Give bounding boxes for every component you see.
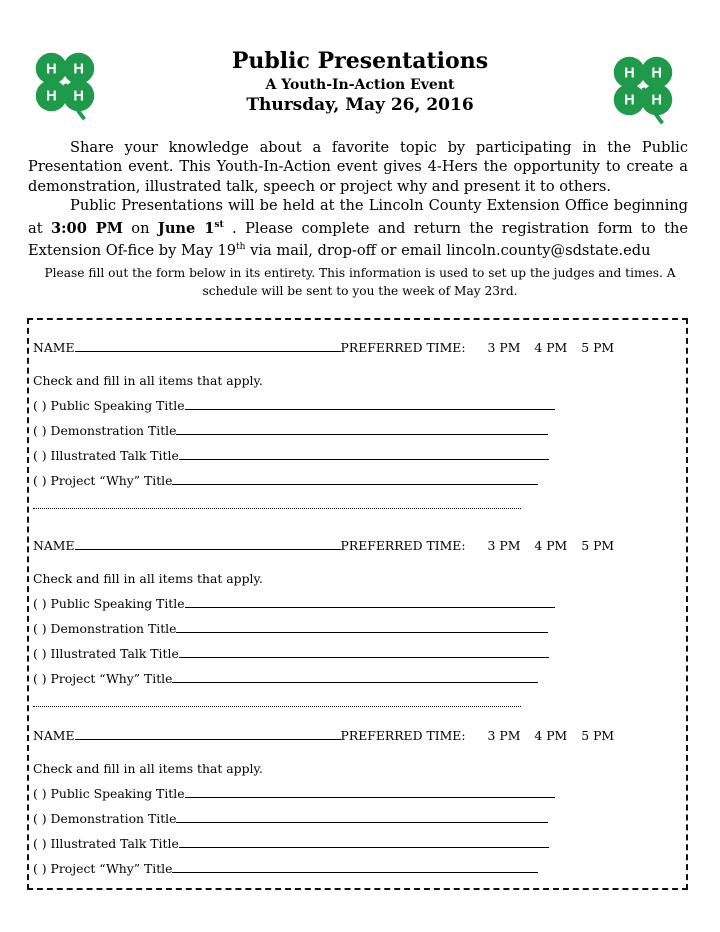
time-option[interactable]: 3 PM (487, 538, 521, 553)
title-field[interactable] (179, 646, 549, 658)
svg-text:H: H (46, 88, 57, 105)
intro-paragraph-1: Share your knowledge about a favorite topic by participating in the Public Presentation event. This Youth-In-Action event gives 4-Hers the opportunity to create a demonstration, illustrated talk, speech or project why and present it to others. (28, 139, 688, 195)
name-row: NAME PREFERRED TIME: 3 PM 4 PM 5 PM (33, 538, 615, 553)
presentation-option[interactable]: ( ) Illustrated Talk Title (33, 448, 549, 463)
title-field[interactable] (179, 836, 549, 848)
name-field[interactable] (75, 728, 341, 740)
title-field[interactable] (176, 621, 548, 633)
preferred-time-label: PREFERRED TIME: (340, 538, 466, 553)
time-option[interactable]: 4 PM (534, 538, 568, 553)
intro-text (28, 138, 688, 260)
presentation-option[interactable]: ( ) Project “Why” Title (33, 671, 538, 686)
time-option[interactable]: 3 PM (487, 728, 521, 743)
registration-form (27, 318, 688, 890)
time-options (466, 340, 615, 355)
preferred-time-label: PREFERRED TIME: (340, 728, 466, 743)
presentation-option[interactable]: ( ) Demonstration Title (33, 423, 548, 438)
intro-paragraph-2: Public Presentations will be held at the Lincoln County Extension Office beginning at 3:00 PM on June 1st . Please complete and return the registration form to the Extension Of-fice by May 19th via mail, drop-off or email lincoln.county@sdstate.edu (28, 197, 688, 259)
svg-text:H: H (651, 92, 662, 109)
time-option[interactable]: 3 PM (487, 340, 521, 355)
check-instructions: Check and fill in all items that apply. (33, 373, 263, 388)
presentation-option[interactable]: ( ) Illustrated Talk Title (33, 646, 549, 661)
title-field[interactable] (172, 671, 538, 683)
name-row: NAME PREFERRED TIME: 3 PM 4 PM 5 PM (33, 340, 615, 355)
svg-text:H: H (46, 61, 57, 78)
preferred-time-label: PREFERRED TIME: (340, 340, 466, 355)
svg-text:H: H (651, 65, 662, 82)
name-field[interactable] (75, 340, 341, 352)
svg-text:H: H (73, 61, 84, 78)
time-options (466, 538, 615, 553)
separator (33, 706, 521, 707)
time-option[interactable]: 4 PM (534, 728, 568, 743)
svg-text:H: H (624, 65, 635, 82)
check-instructions: Check and fill in all items that apply. (33, 761, 263, 776)
title-field[interactable] (176, 811, 548, 823)
presentation-option[interactable]: ( ) Project “Why” Title (33, 861, 538, 876)
title-field[interactable] (185, 786, 555, 798)
time-option[interactable]: 4 PM (534, 340, 568, 355)
time-option[interactable]: 5 PM (581, 340, 615, 355)
presentation-option[interactable]: ( ) Demonstration Title (33, 811, 548, 826)
presentation-option[interactable]: ( ) Public Speaking Title (33, 786, 555, 801)
presentation-option[interactable]: ( ) Public Speaking Title (33, 596, 555, 611)
title-field[interactable] (172, 473, 538, 485)
title-field[interactable] (185, 596, 555, 608)
svg-text:H: H (73, 88, 84, 105)
svg-text:H: H (624, 92, 635, 109)
separator (33, 508, 521, 509)
page-subtitle: A Youth-In-Action Event (265, 77, 455, 93)
instructions-note: Please fill out the form below in its entirety. This information is used to set up the judges and times. A schedule will be sent to you the week of May 23rd. (44, 266, 676, 298)
time-option[interactable]: 5 PM (581, 538, 615, 553)
title-field[interactable] (185, 398, 555, 410)
title-field[interactable] (172, 861, 538, 873)
title-field[interactable] (176, 423, 548, 435)
time-options (466, 728, 615, 743)
page-title: Public Presentations (231, 48, 489, 74)
presentation-option[interactable]: ( ) Project “Why” Title (33, 473, 538, 488)
name-row: NAME PREFERRED TIME: 3 PM 4 PM 5 PM (33, 728, 615, 743)
check-instructions: Check and fill in all items that apply. (33, 571, 263, 586)
presentation-option[interactable]: ( ) Public Speaking Title (33, 398, 555, 413)
event-date: Thursday, May 26, 2016 (246, 95, 474, 115)
presentation-option[interactable]: ( ) Demonstration Title (33, 621, 548, 636)
time-option[interactable]: 5 PM (581, 728, 615, 743)
title-field[interactable] (179, 448, 549, 460)
name-field[interactable] (75, 538, 341, 550)
presentation-option[interactable]: ( ) Illustrated Talk Title (33, 836, 549, 851)
